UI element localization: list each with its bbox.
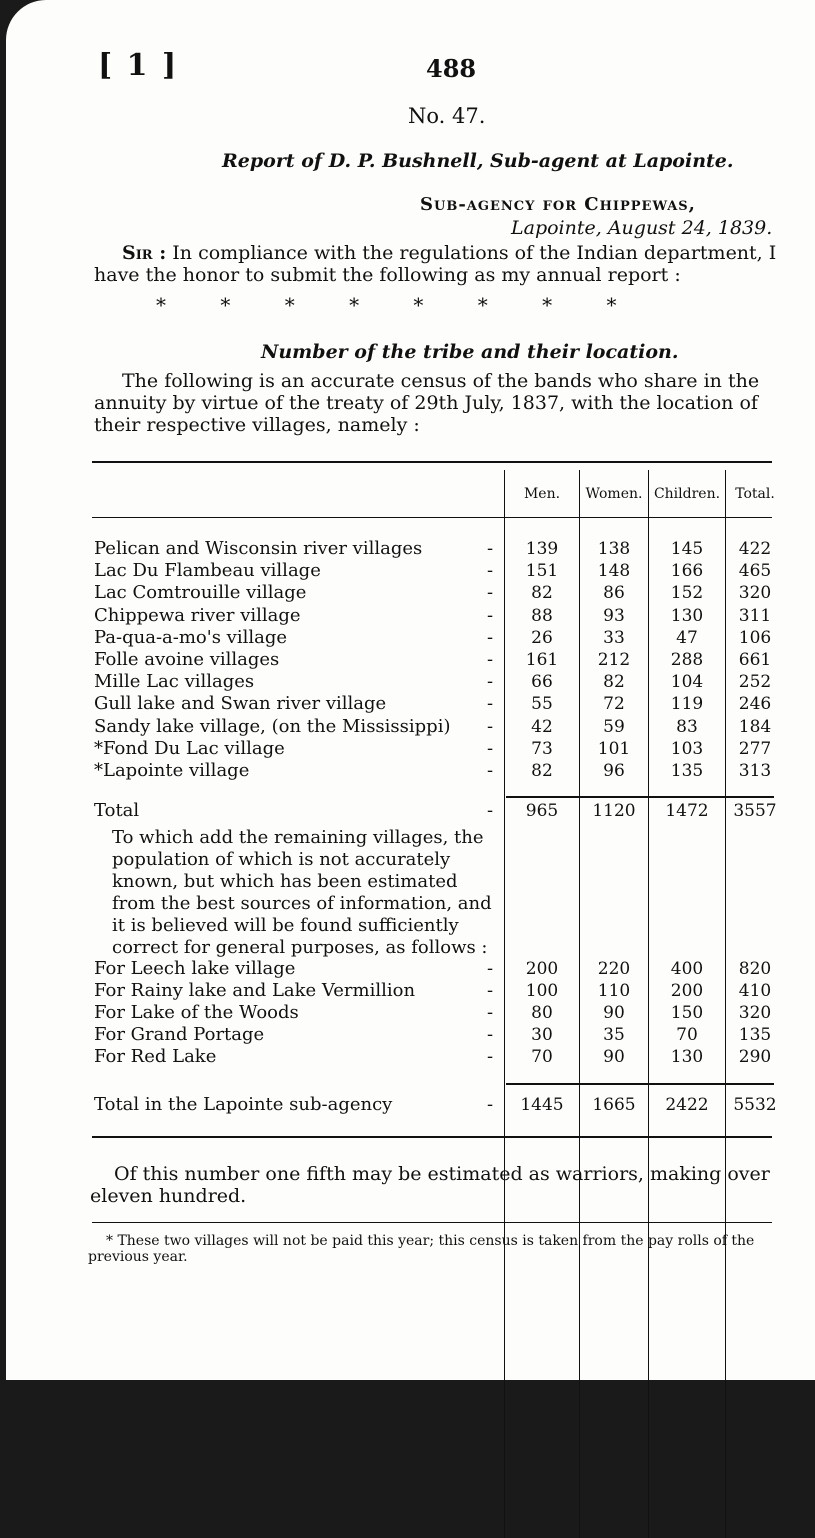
column-header-men: Men. [523, 486, 561, 502]
cell-total: 252 [738, 672, 772, 693]
cell-men: 80 [531, 1003, 553, 1023]
cell-men: 30 [531, 1025, 553, 1045]
row-label: Folle avoine villages [94, 649, 280, 670]
cell-women: 72 [603, 694, 625, 715]
cell-women: 148 [597, 561, 631, 582]
leader-dash: - [487, 649, 494, 670]
leader-dash: - [487, 1094, 494, 1115]
row-label: Mille Lac villages [94, 671, 255, 693]
cell-men: 100 [525, 981, 559, 1001]
cell-men: 73 [531, 738, 553, 759]
subtotal-rule [506, 796, 774, 798]
leader-dash: - [487, 1024, 494, 1045]
folio-mark: [ 1 ] [98, 48, 179, 83]
row-label: For Grand Portage [94, 1024, 265, 1045]
opening-paragraph [94, 242, 784, 286]
row-label: Lac Du Flambeau village [94, 560, 321, 582]
cell-total: 410 [738, 981, 772, 1001]
cell-women: 93 [603, 605, 625, 626]
cell-total: 320 [738, 1003, 772, 1023]
cell-total: 422 [738, 539, 772, 559]
row-label: For Lake of the Woods [94, 1002, 299, 1023]
cell-total: 661 [738, 650, 772, 670]
cell-women: 138 [597, 539, 631, 559]
cell-men: 26 [531, 627, 553, 648]
cell-women: 90 [603, 1003, 625, 1023]
leader-dash: - [487, 671, 494, 693]
document-page [6, 0, 815, 1380]
leader-dash: - [487, 1046, 494, 1067]
cell-women: 59 [603, 716, 625, 737]
cell-children: 70 [676, 1025, 698, 1045]
cell-total: 277 [738, 738, 772, 759]
leader-dash: - [487, 760, 494, 781]
row-label: Chippewa river village [94, 604, 301, 626]
salutation: Sir : [122, 242, 167, 264]
cell-men: 139 [525, 539, 559, 559]
cell-women: 220 [597, 959, 631, 979]
column-header-total: Total. [735, 486, 775, 502]
table-bottom-rule [92, 1136, 772, 1138]
opening-text: In compliance with the regulations of the Indian department, I have the honor to submit the following as my annual report : [94, 242, 777, 286]
section-heading: Number of the tribe and their location. [261, 341, 679, 363]
cell-men: 1445 [520, 1095, 564, 1115]
cell-total: 3557 [733, 801, 777, 821]
cell-men: 55 [531, 694, 553, 715]
leader-dash: - [487, 582, 494, 604]
cell-men: 66 [531, 672, 553, 693]
row-label: Pelican and Wisconsin river villages [94, 538, 423, 559]
cell-children: 130 [670, 605, 704, 626]
agency-line: Sub-agency for Chippewas, [420, 194, 696, 215]
cell-women: 110 [597, 981, 631, 1001]
cell-women: 101 [597, 738, 631, 759]
cell-men: 161 [525, 650, 559, 670]
cell-men: 151 [525, 561, 559, 582]
cell-total: 106 [738, 627, 772, 648]
row-label: Sandy lake village, (on the Mississippi) [94, 715, 451, 737]
cell-children: 135 [670, 761, 704, 781]
report-title: Report of D. P. Bushnell, Sub-agent at Lapointe. [222, 150, 734, 172]
remaining-villages-note: To which add the remaining villages, the population of which is not accurately known, but which has been estimated from the best sources of information, and it is believed will be found sufficiently correct for general purposes, as follows : [112, 827, 492, 958]
grand-total-top-rule [506, 1083, 774, 1085]
cell-men: 82 [531, 583, 553, 604]
cell-total: 311 [738, 605, 772, 626]
leader-dash: - [487, 958, 494, 979]
cell-women: 1665 [592, 1095, 636, 1115]
ellipsis-stars: * * * * * * * * [156, 293, 617, 317]
leader-dash: - [487, 693, 494, 715]
census-intro-paragraph: The following is an accurate census of the bands who share in the annuity by virtue of the treaty of 29th July, 1837, with the location of their respective villages, namely : [94, 370, 760, 436]
cell-women: 96 [603, 761, 625, 781]
cell-women: 33 [603, 627, 625, 648]
cell-men: 82 [531, 761, 553, 781]
cell-women: 1120 [592, 801, 636, 821]
row-label: Total [94, 800, 140, 821]
row-label: *Fond Du Lac village [94, 737, 285, 759]
cell-children: 145 [670, 539, 704, 559]
cell-children: 1472 [665, 801, 709, 821]
cell-children: 2422 [665, 1095, 709, 1115]
cell-total: 184 [738, 716, 772, 737]
leader-dash: - [487, 737, 494, 759]
page-number: 488 [426, 54, 477, 83]
cell-children: 104 [670, 672, 704, 693]
cell-children: 200 [670, 981, 704, 1001]
column-header-women: Women. [585, 486, 643, 502]
table-top-rule [92, 461, 772, 463]
cell-children: 103 [670, 738, 704, 759]
cell-men: 88 [531, 605, 553, 626]
cell-women: 90 [603, 1047, 625, 1067]
cell-children: 47 [676, 627, 698, 648]
cell-children: 288 [670, 650, 704, 670]
cell-total: 313 [738, 761, 772, 781]
cell-women: 212 [597, 650, 631, 670]
cell-women: 86 [603, 583, 625, 604]
leader-dash: - [487, 800, 494, 821]
row-label: For Rainy lake and Lake Vermillion [94, 980, 416, 1001]
header-bottom-rule [92, 517, 772, 518]
leader-dash: - [487, 980, 494, 1001]
cell-total: 320 [738, 583, 772, 604]
row-label: Lac Comtrouille village [94, 582, 307, 604]
cell-children: 152 [670, 583, 704, 604]
leader-dash: - [487, 560, 494, 582]
cell-men: 200 [525, 959, 559, 979]
row-label: Pa-qua-a-mo's village [94, 626, 288, 648]
leader-dash: - [487, 1002, 494, 1023]
cell-women: 82 [603, 672, 625, 693]
leader-dash: - [487, 626, 494, 648]
cell-children: 130 [670, 1047, 704, 1067]
leader-dash: - [487, 604, 494, 626]
cell-children: 83 [676, 716, 698, 737]
cell-children: 150 [670, 1003, 704, 1023]
column-header-children: Children. [653, 486, 721, 502]
row-label: For Leech lake village [94, 958, 296, 979]
row-label: For Red Lake [94, 1046, 217, 1067]
cell-total: 465 [738, 561, 772, 582]
cell-total: 290 [738, 1047, 772, 1067]
cell-total: 5532 [733, 1095, 777, 1115]
cell-women: 35 [603, 1025, 625, 1045]
cell-total: 246 [738, 694, 772, 715]
cell-children: 166 [670, 561, 704, 582]
date-line: Lapointe, August 24, 1839. [511, 217, 773, 239]
row-label: Gull lake and Swan river village [94, 693, 387, 715]
document-number: No. 47. [408, 104, 486, 128]
leader-dash: - [487, 715, 494, 737]
closing-paragraph: Of this number one fifth may be estimated as warriors, making over eleven hundred. [90, 1163, 770, 1207]
cell-children: 119 [670, 694, 704, 715]
footnote-rule [92, 1222, 772, 1223]
cell-men: 42 [531, 716, 553, 737]
footnote: * These two villages will not be paid this year; this census is taken from the pay rolls of the previous year. [88, 1233, 755, 1265]
row-label: *Lapointe village [94, 760, 250, 781]
leader-dash: - [487, 538, 494, 559]
cell-children: 400 [670, 959, 704, 979]
cell-men: 965 [525, 801, 559, 821]
cell-men: 70 [531, 1047, 553, 1067]
cell-total: 135 [738, 1025, 772, 1045]
row-label: Total in the Lapointe sub-agency [94, 1094, 393, 1115]
cell-total: 820 [738, 959, 772, 979]
